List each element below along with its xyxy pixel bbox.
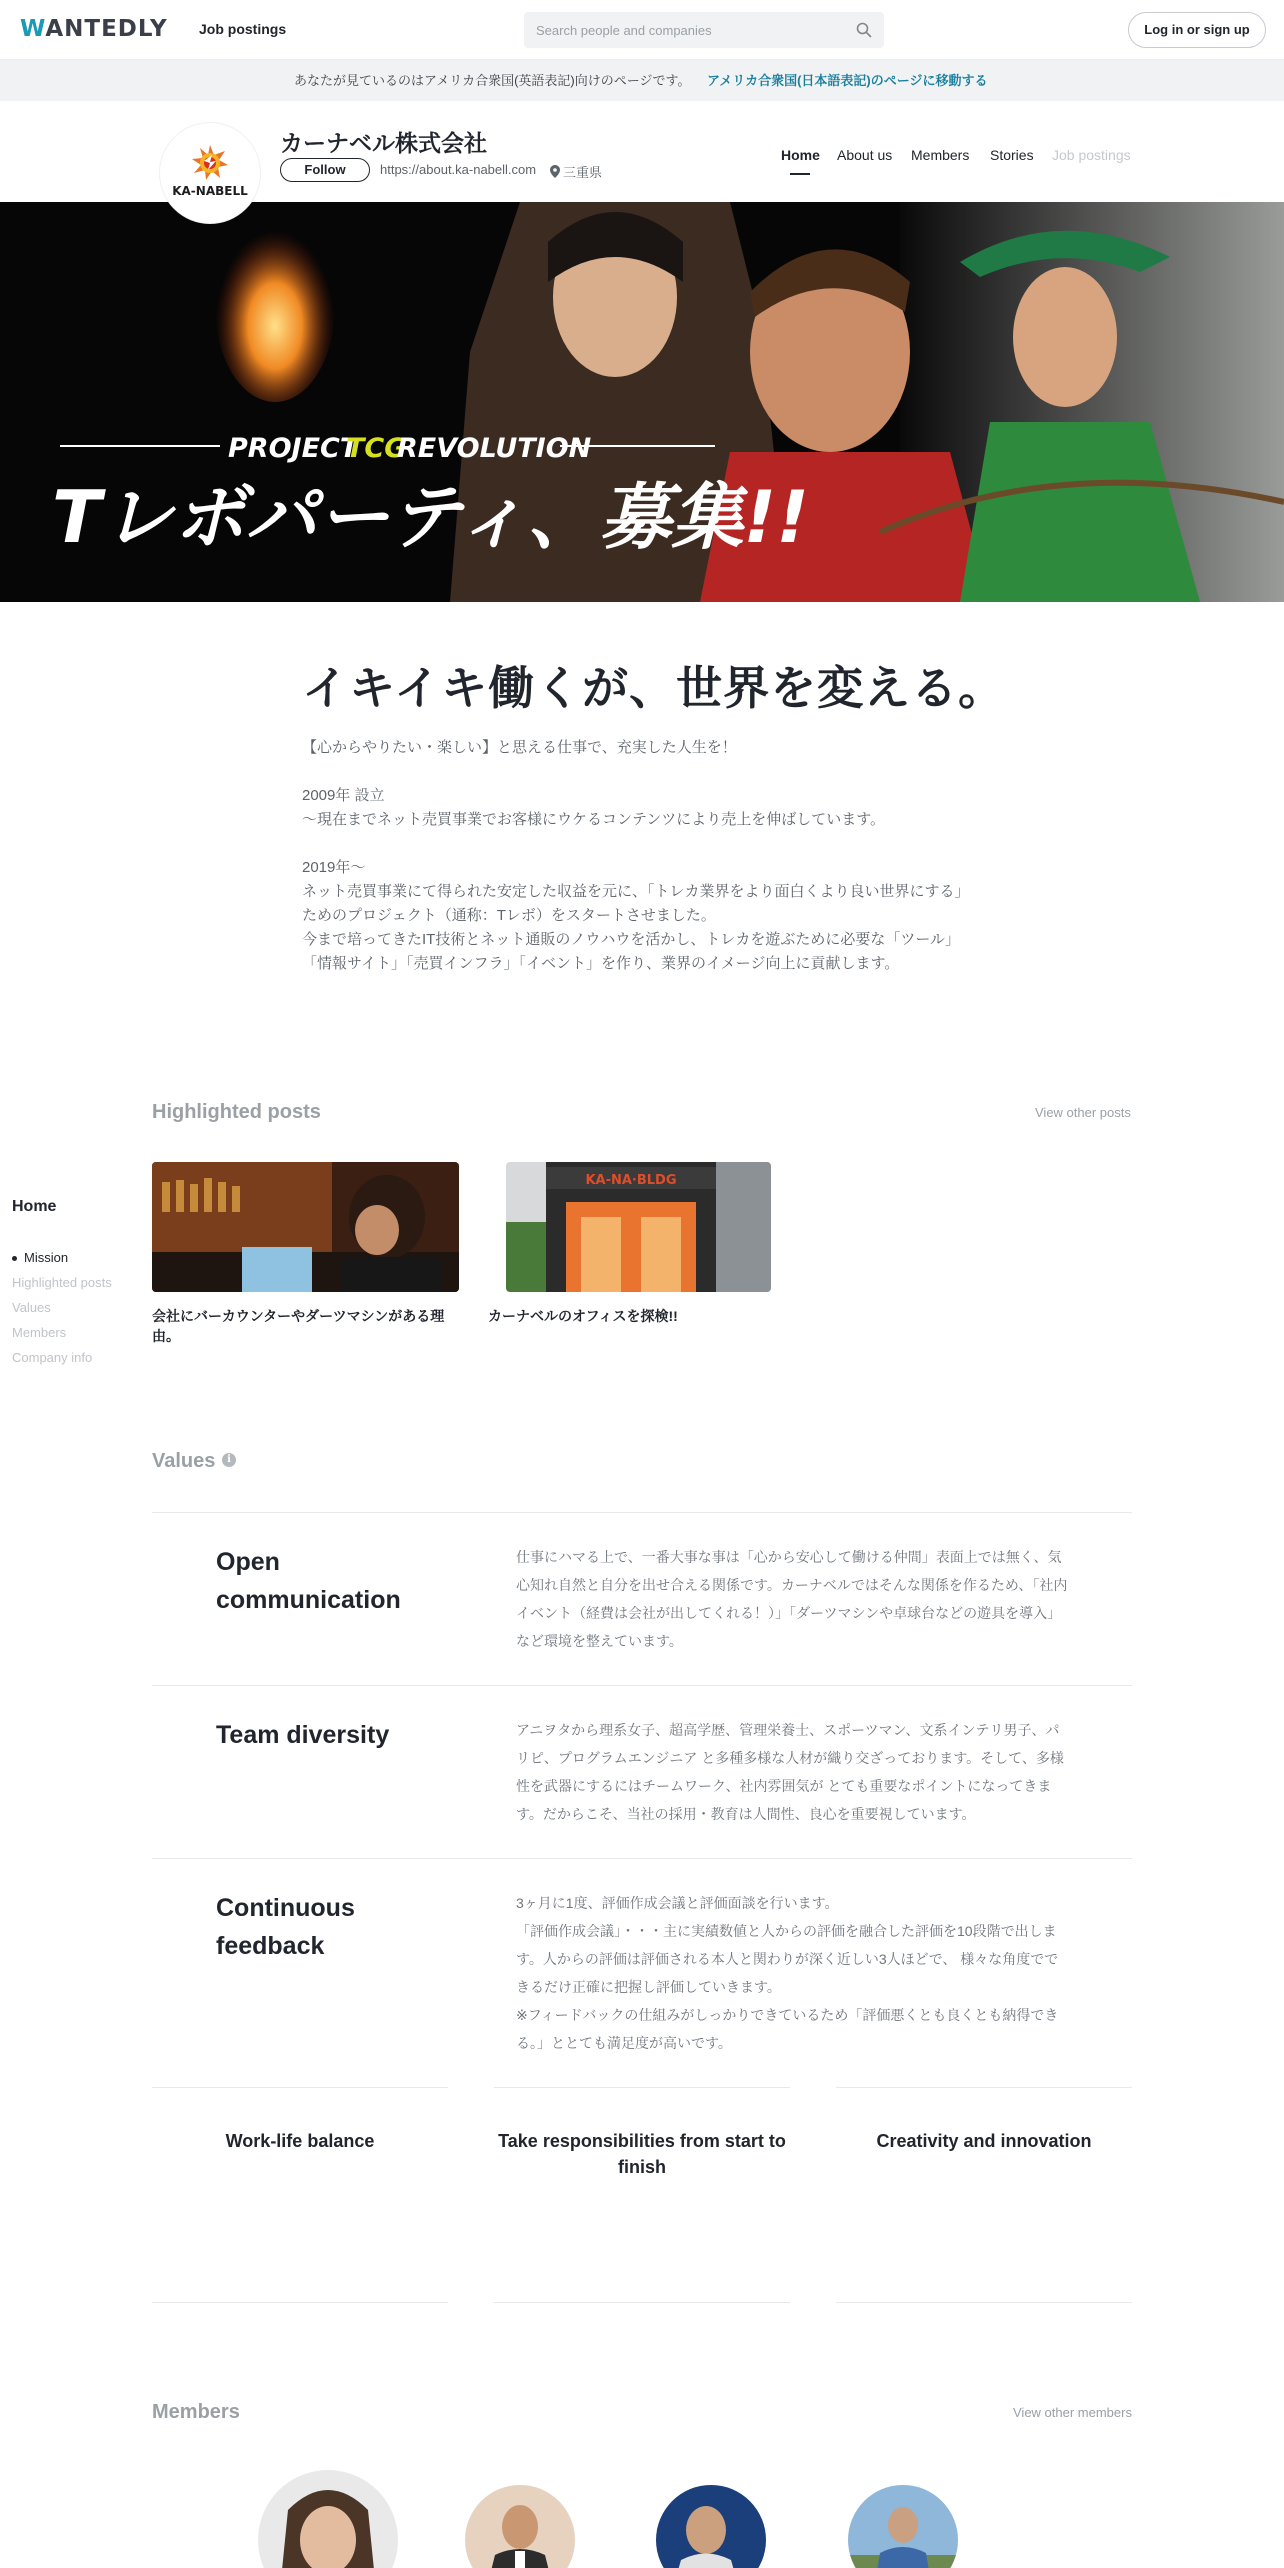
member-avatar[interactable]	[848, 2485, 958, 2568]
company-name: カーナベル株式会社	[280, 130, 487, 156]
hero-revolution-word: REVOLUTION	[397, 433, 592, 464]
highlighted-posts-heading: Highlighted posts	[152, 1101, 321, 1123]
side-nav-company-info[interactable]: Company info	[12, 1350, 93, 1365]
value-title-open-communication: Open communication	[216, 1548, 401, 1614]
side-nav-active-dot	[12, 1256, 17, 1261]
region-message: あなたが見ているのはアメリカ合衆国(英語表記)向けのページです。	[294, 73, 691, 88]
fire-effect	[215, 212, 335, 402]
location-text: 三重県	[563, 165, 603, 180]
side-nav-members[interactable]: Members	[12, 1325, 67, 1340]
bar-counter-photo	[152, 1162, 459, 1292]
divider	[152, 1685, 1132, 1686]
side-nav-highlighted-posts[interactable]: Highlighted posts	[12, 1275, 112, 1290]
login-signup-button[interactable]: Log in or sign up	[1128, 12, 1266, 48]
top-navigation-bar	[0, 0, 1284, 60]
tab-job-postings: Job postings	[1052, 147, 1131, 163]
value-card-take-responsibilities	[494, 2087, 790, 2303]
post-thumbnail-office[interactable]	[506, 1162, 771, 1292]
side-nav-home[interactable]: Home	[12, 1198, 57, 1215]
search-input[interactable]	[524, 12, 884, 48]
value-card-work-life-balance	[152, 2087, 448, 2303]
hero-tcg-word: TCG	[346, 433, 407, 464]
value-card-creativity	[836, 2087, 1132, 2303]
value-title-continuous-feedback: Continuous feedback	[216, 1894, 355, 1960]
region-switch-link[interactable]: アメリカ合衆国(日本語表記)のページに移動する	[707, 73, 988, 88]
tab-about-us[interactable]: About us	[837, 147, 893, 163]
value-card-title: Work-life balance	[225, 2131, 375, 2151]
value-title-team-diversity: Team diversity	[216, 1721, 390, 1749]
value-card-title: Creativity and innovation	[876, 2131, 1092, 2151]
divider	[152, 1512, 1132, 1513]
member-photo	[465, 2485, 575, 2568]
logo-wordmark: KA-NABELL	[172, 184, 248, 198]
view-other-posts-link[interactable]: View other posts	[1035, 1105, 1131, 1120]
view-other-members-link[interactable]: View other members	[1013, 2405, 1132, 2420]
post-thumbnail-bar-counter[interactable]	[152, 1162, 459, 1292]
divider	[152, 1858, 1132, 1859]
hero-project-word: PROJECT	[228, 433, 359, 464]
company-location	[550, 162, 602, 181]
job-postings-link[interactable]: Job postings	[199, 21, 287, 37]
tab-home[interactable]: Home	[781, 147, 820, 163]
member-photo	[848, 2485, 958, 2568]
ka-nabell-logo-icon	[160, 123, 260, 223]
tab-members[interactable]: Members	[911, 147, 970, 163]
member-avatar[interactable]	[258, 2470, 398, 2568]
search-placeholder: Search people and companies	[536, 23, 712, 38]
hero-illustration	[0, 202, 1284, 602]
search-icon[interactable]	[856, 22, 872, 38]
mission-body: 【心からやりたい・楽しい】と思える仕事で、充実した人生を！ 2009年 設立 ～現在までネット売買事業でお客様にウケるコンテンツにより売上を伸ばしています。 2019年～ ネット売買事業にて得られた安定した収益を元に、「トレカ業界をより面白くより良い世界にする」ためのプロジェクト（通称：Tレボ）をスタートさせました。 今まで培ってきたIT技術とネット通販のノウハウを活かし、トレカを遊ぶために必要な「ツール」「情報サイト」「売買インフラ」「イベント」を作り、業界のイメージ向上に貢献します。	[302, 739, 970, 972]
svg-text:KA-NA·BLDG: KA-NA·BLDG	[585, 1173, 677, 1188]
hero-headline: Tレボパーティ、募集!!	[52, 475, 810, 559]
wantedly-logo[interactable]: WANTEDLY	[20, 16, 168, 42]
office-building-photo	[506, 1162, 771, 1292]
info-icon[interactable]: i	[222, 1453, 236, 1467]
member-photo	[656, 2485, 766, 2568]
company-url-link[interactable]: https://about.ka-nabell.com	[380, 162, 537, 177]
values-heading: Values	[152, 1450, 216, 1472]
value-desc-continuous-feedback: 3ヶ月に1度、評価作成会議と評価面談を行います。 「評価作成会議」・・・主に実績数値と人からの評価を融合した評価を10段階で出します。人からの評価は評価される本人と関わりが深く近しい3人ほどで、 様々な角度でできるだけ正確に把握し評価していきます。 ※フィードバックの仕組みがしっかりできているため「評価悪くとも良くとも納得できる。」ととても満足度が高いです。	[516, 1895, 1059, 2051]
post-title-bar-counter[interactable]: 会社にバーカウンターやダーツマシンがある理由。	[152, 1308, 445, 1344]
hero-cover-image	[0, 202, 1284, 602]
value-desc-team-diversity: アニヲタから理系女子、超高学歴、管理栄養士、スポーツマン、文系インテリ男子、パリピ、プログラムエンジニア と多種多様な人材が織り交ざっております。そして、多様性を武器にするにはチームワーク、社内雰囲気が とても重要なポイントになってきます。だからこそ、当社の採用・教育は人間性、良心を重要視しています。	[516, 1722, 1064, 1822]
member-photo	[258, 2470, 398, 2568]
company-header	[0, 101, 1284, 202]
company-logo[interactable]	[160, 123, 260, 223]
side-nav-values[interactable]: Values	[12, 1300, 51, 1315]
follow-button[interactable]: Follow	[280, 158, 370, 182]
side-nav-mission[interactable]: Mission	[24, 1250, 69, 1265]
tab-stories[interactable]: Stories	[990, 147, 1034, 163]
post-title-office[interactable]: カーナベルのオフィスを探検!!	[488, 1308, 678, 1324]
value-desc-open-communication: 仕事にハマる上で、一番大事な事は「心から安心して働ける仲間」表面上では無く、気心知れ自然と自分を出せ合える関係です。カーナベルではそんな関係を作るため、「社内イベント（経費は会社が出してくれる！）」「ダーツマシンや卓球台などの遊具を導入」など環境を整えています。	[516, 1549, 1068, 1649]
value-card-title: Take responsibilities from start to finish	[498, 2131, 786, 2177]
region-banner	[0, 60, 1284, 101]
location-pin-icon	[550, 165, 560, 178]
member-avatar[interactable]	[656, 2485, 766, 2568]
mission-title: イキイキ働くが、世界を変える。	[302, 662, 1006, 714]
members-heading: Members	[152, 2401, 240, 2423]
member-avatar[interactable]	[465, 2485, 575, 2568]
logo-rest: ANTEDLY	[45, 16, 168, 42]
tab-home-underline	[790, 173, 810, 175]
